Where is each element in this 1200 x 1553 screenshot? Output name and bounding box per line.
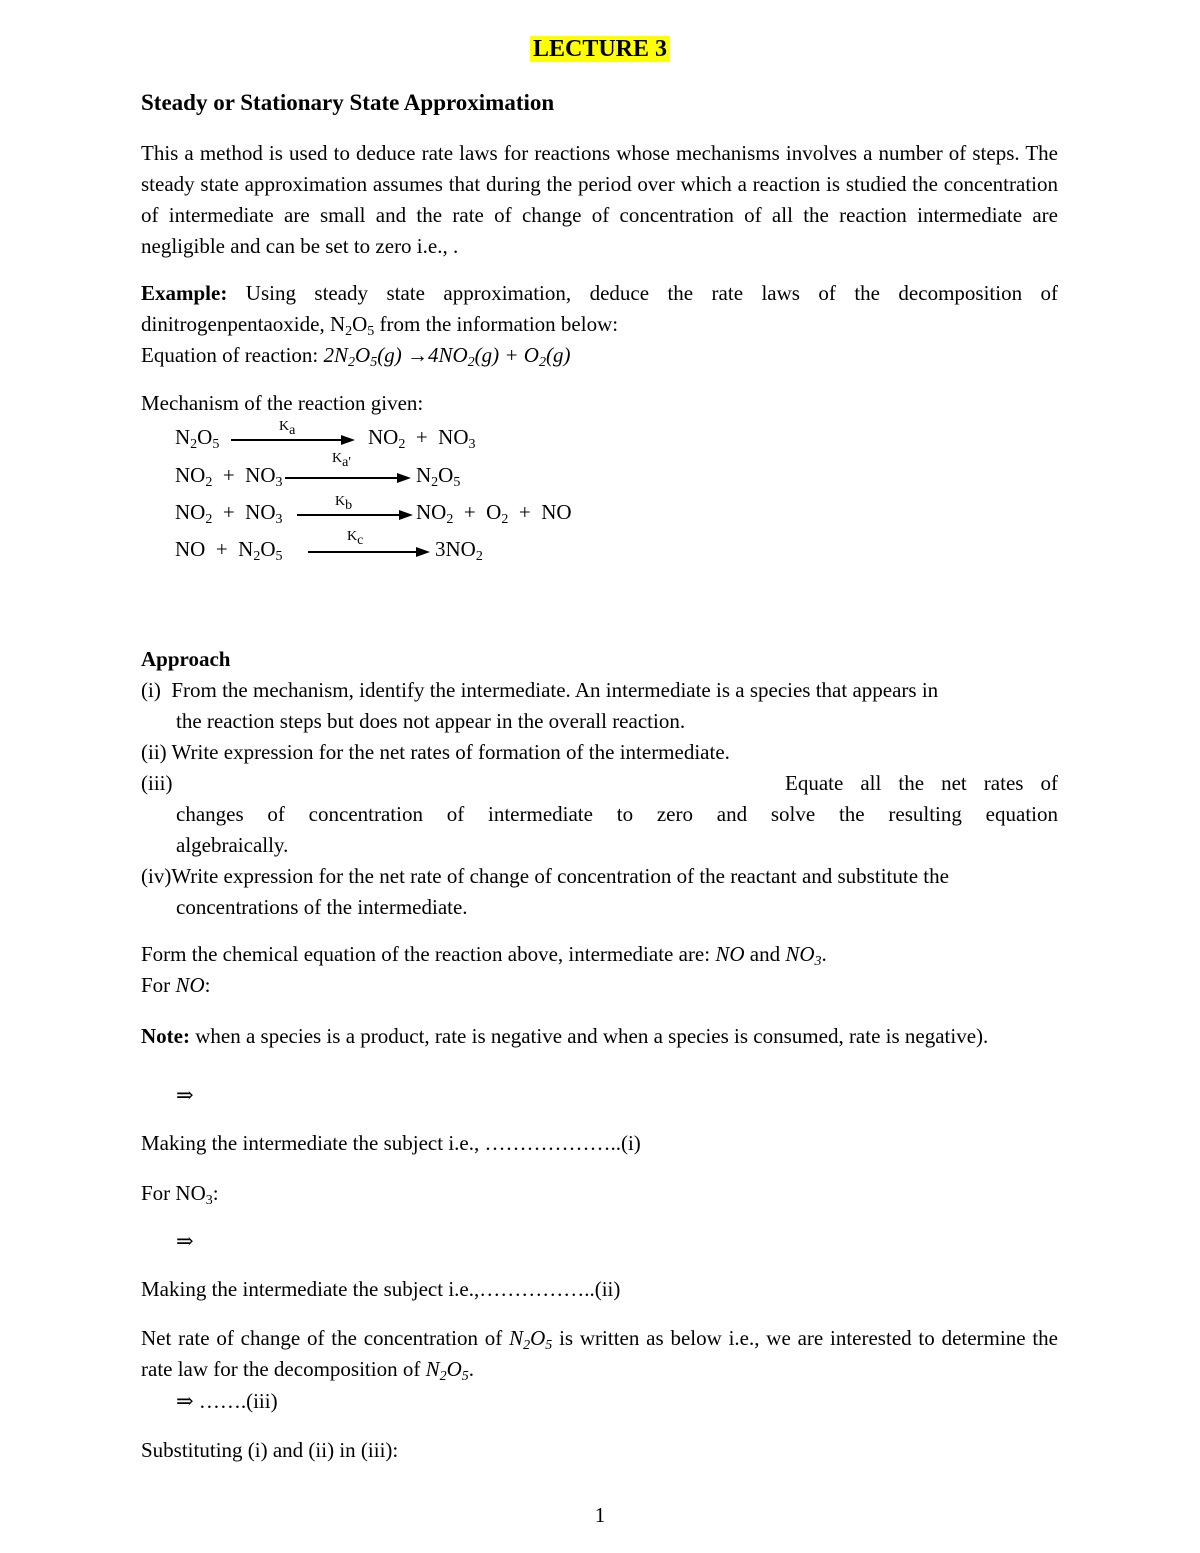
approach-item-2: (ii) Write expression for the net rates of formation of the intermediate. [141,740,730,764]
approach-item-4-cont: concentrations of the intermediate. [176,895,468,919]
rate-constant: $K_c$ [347,529,364,548]
intro-paragraph: This a method is used to deduce rate laws for reactions whose mechanisms involves a number of steps. The steady state approximation assumes that during the period over which a reaction is studied the concentration of intermediate are small and the rate of change of concentration of all the reaction intermediate are negligible and can be set to zero i.e., . [141,141,1058,258]
example-text-end: from the information below: [374,312,619,336]
approach-item-1: (i) From the mechanism, identify the intermediate. An intermediate is a species that appears in [141,678,939,702]
making-line-2: Making the intermediate the subject i.e.,……………..(ii) [141,1277,621,1301]
implies-symbol-1: ⇒ [176,1083,194,1107]
rate-constant: $K_a$ [279,419,296,438]
approach-item-3-cont: changes of concentration of intermediate to zero and solve the resulting equation [176,802,1058,826]
substituting-line: Substituting (i) and (ii) in (iii): [141,1438,399,1462]
rate-constant: $K_{a'}$ [332,451,351,470]
equation-label: Equation of reaction: [141,343,324,367]
example-paragraph [141,278,1058,340]
approach-item-3-text: Equate all the net rates of [785,771,1058,795]
for-no-line: For NO: [141,973,211,997]
reaction-arrow [285,477,407,479]
section-heading: Steady or Stationary State Approximation [141,90,555,115]
reactants: NO + $N_2O_5$ [175,537,283,564]
net-rate-paragraph: Net rate of change of the concentration of $N_2O_5$ is written as below i.e., we are interested to determine the rate law for the decomposition of $N_2O_5$. [141,1326,1058,1384]
reactants: $NO_2 + NO_3$ [175,463,283,490]
reaction-arrow [297,514,409,516]
note-text: when a species is a product, rate is negative and when a species is consumed, rate is negative). [189,1024,989,1048]
overall-equation: $2N_2O_5(g) \to 4NO_2(g) + O_2(g)$ [323,343,571,370]
rate-constant: $K_b$ [335,494,353,513]
approach-item-3: (iii) [141,771,173,795]
example-label: Example: [141,281,228,305]
making-line-1: Making the intermediate the subject i.e., ………………..(i) [141,1131,641,1155]
approach-heading: Approach [141,647,231,671]
reaction-arrow [308,551,426,553]
equation-iii-line: ⇒ …….(iii) [176,1389,278,1413]
approach-item-4: (iv)Write expression for the net rate of change of concentration of the reactant and substitute the [141,864,949,888]
equation-line [141,340,570,371]
product: $3NO_2$ [435,537,483,564]
example-text: Using steady state approximation, deduce the rate laws of the decomposition of dinitrogenpentaoxide, [141,281,1059,336]
title-container [0,36,1200,63]
for-no3-line: For $NO_3$: [141,1181,219,1208]
note-paragraph [141,1021,1058,1052]
implies-symbol-2: ⇒ [176,1229,194,1253]
reactants: $NO_2 + NO_3$ [175,500,283,527]
intermediate-line: Form the chemical equation of the reaction above, intermediate are: NO and $NO_3$. [141,942,827,969]
approach-item-1-cont: the reaction steps but does not appear in the overall reaction. [176,709,686,733]
mechanism-label: Mechanism of the reaction given: [141,391,424,415]
products: $NO_2 + NO_3$ [368,425,476,452]
approach-item-3-cont2: algebraically. [176,833,289,857]
products: $NO_2 + O_2$ + NO [416,500,572,527]
reactant: $N_2O_5$ [175,425,220,452]
product: $N_2O_5$ [416,463,461,490]
formula-n2o5: $N_2O_5$ [329,312,375,339]
note-label: Note: [141,1024,190,1048]
lecture-title: LECTURE 3 [530,36,670,62]
page-number: 1 [594,1503,606,1527]
reaction-arrow [231,439,351,441]
